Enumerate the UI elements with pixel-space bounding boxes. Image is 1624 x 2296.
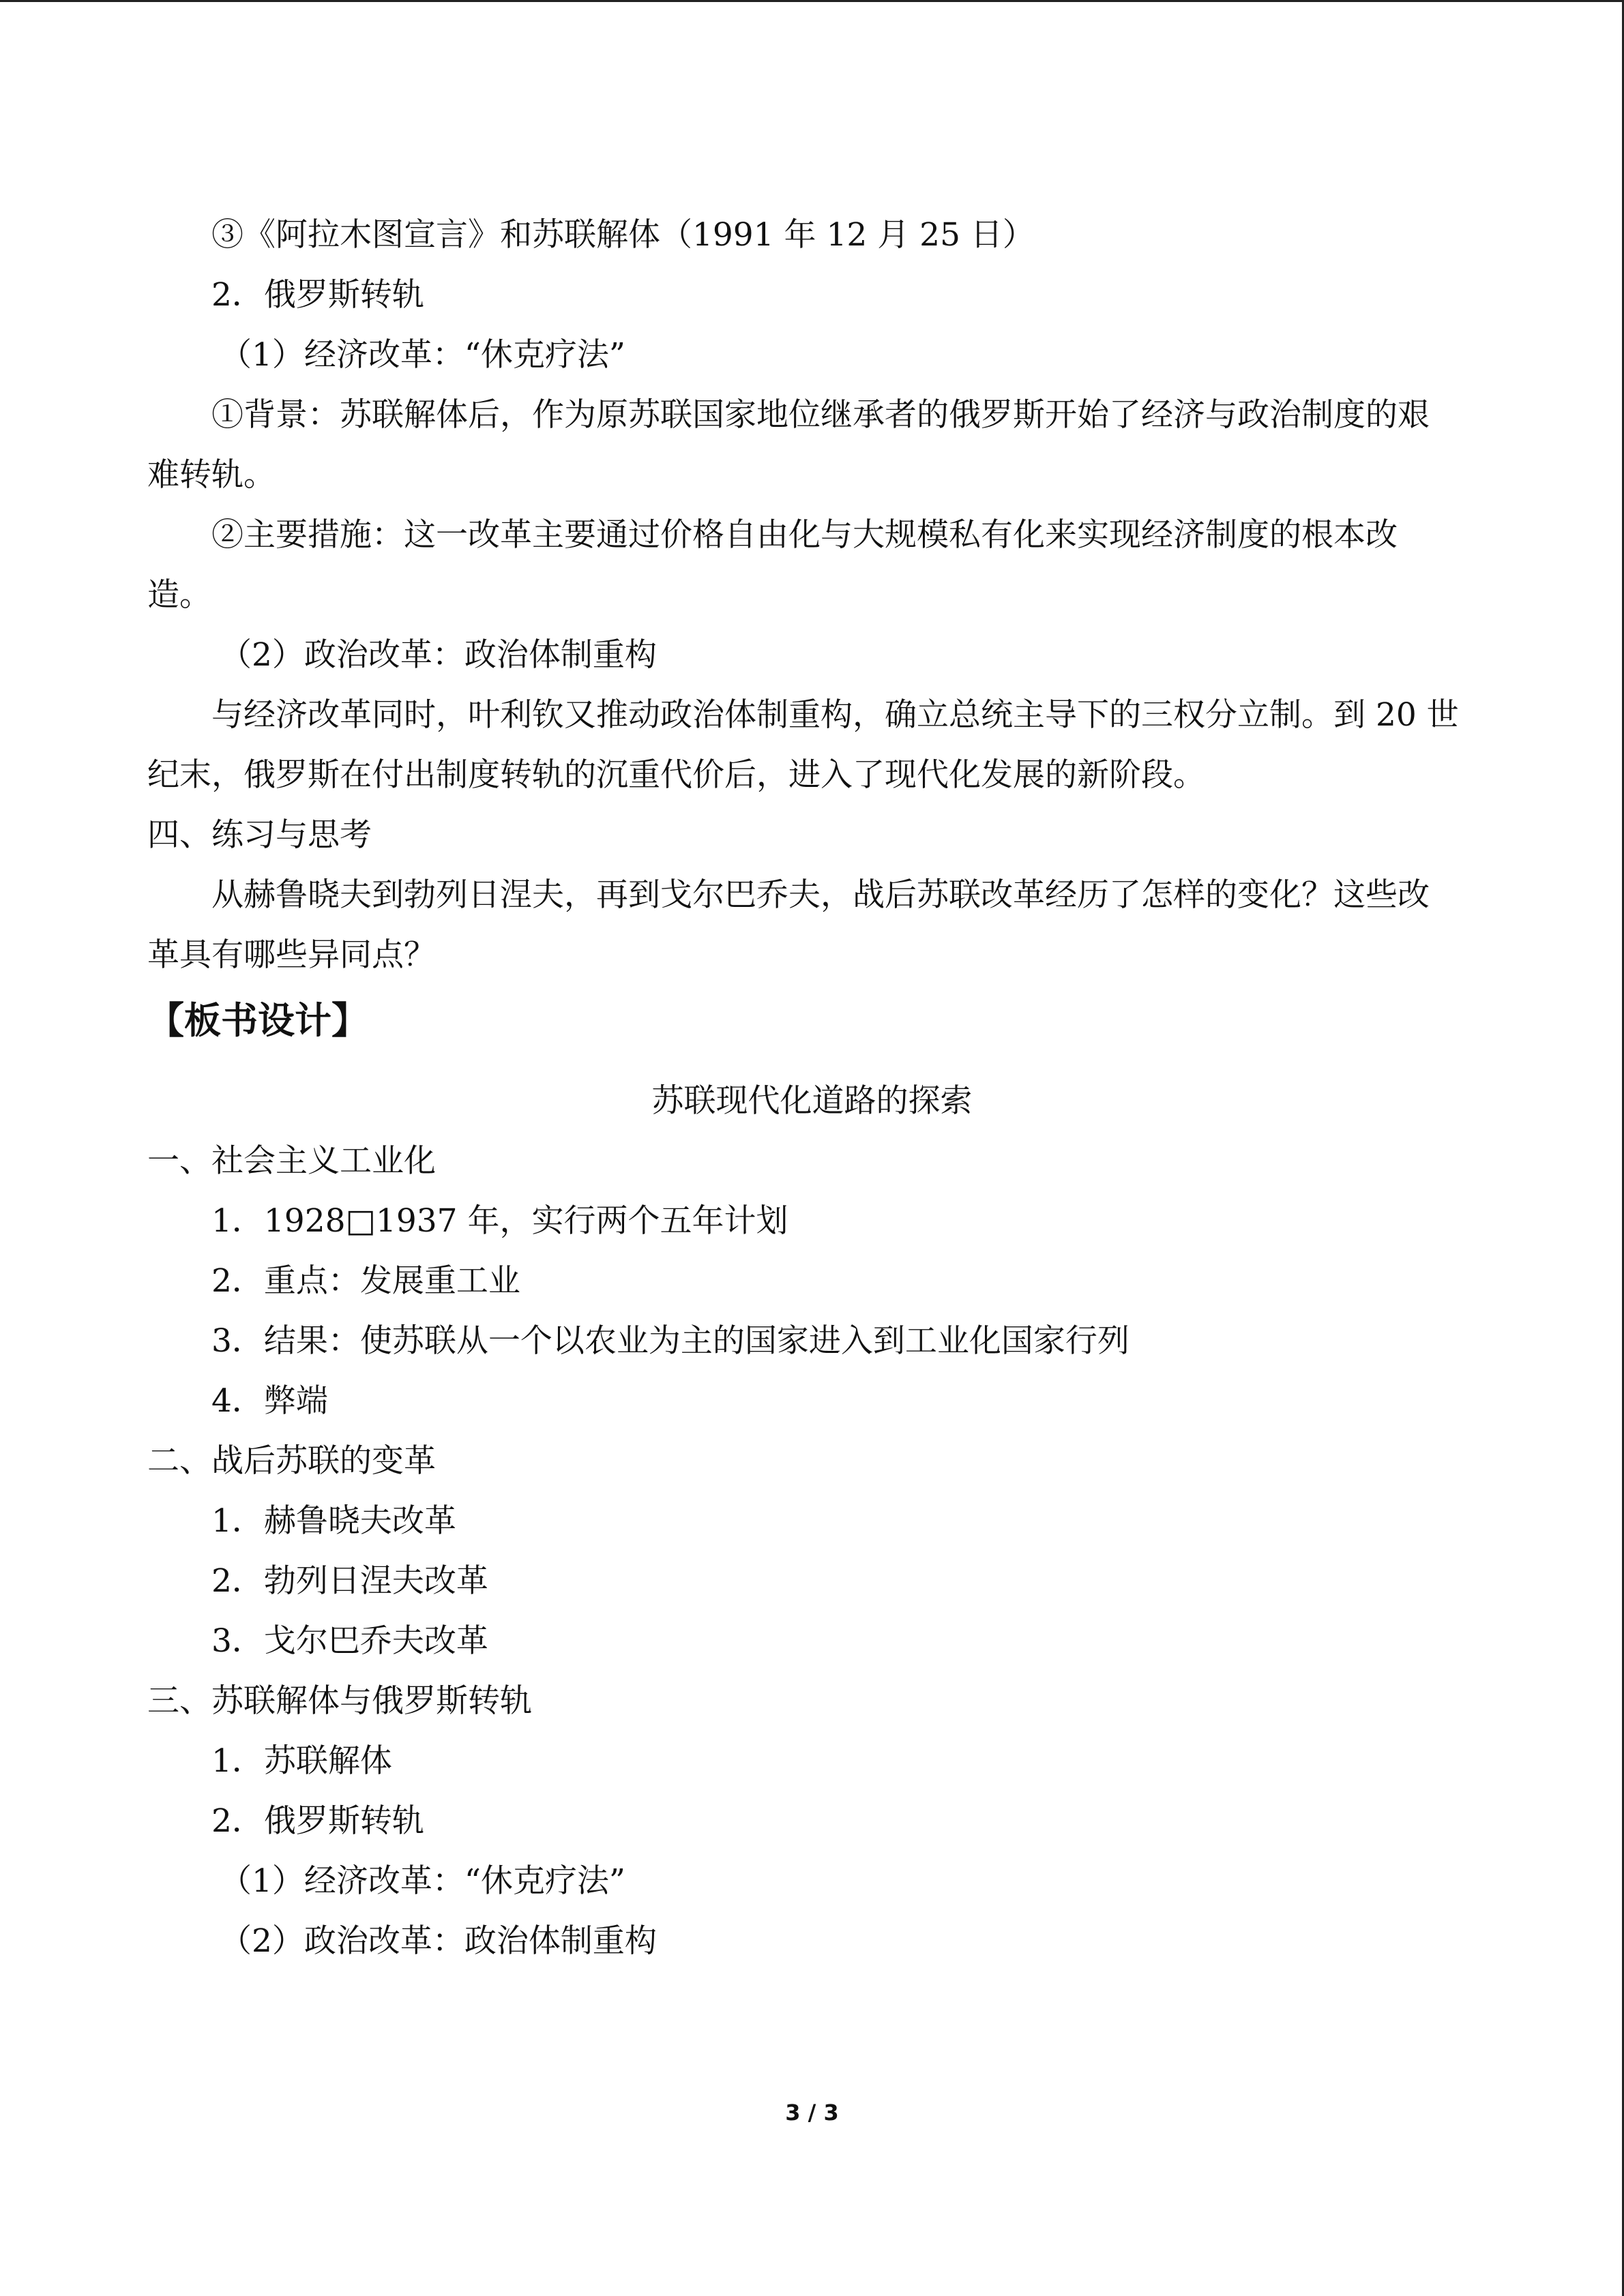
board-item-gorbachev: 3．戈尔巴乔夫改革	[211, 1622, 488, 1660]
body-line-question-cont: 革具有哪些异同点？	[147, 936, 436, 974]
board-item-brezhnev: 2．勃列日涅夫改革	[211, 1562, 488, 1600]
board-subitem-economic: （1）经济改革：“休克疗法”	[220, 1862, 625, 1900]
page-number: 3 / 3	[785, 2100, 839, 2126]
page-top-border	[0, 0, 1624, 2]
board-item-focus: 2．重点：发展重工业	[211, 1262, 520, 1300]
board-section-postwar: 二、战后苏联的变革	[147, 1442, 436, 1480]
body-line-main-measures-cont: 造。	[147, 576, 211, 614]
body-line-background: ①背景：苏联解体后，作为原苏联国家地位继承者的俄罗斯开始了经济与政治制度的艰	[211, 396, 1430, 434]
board-design-heading: 【板书设计】	[147, 999, 368, 1042]
board-item-drawbacks: 4．弊端	[211, 1382, 328, 1420]
body-line-question: 从赫鲁晓夫到勃列日涅夫，再到戈尔巴乔夫，战后苏联改革经历了怎样的变化？这些改	[211, 876, 1430, 914]
board-title: 苏联现代化道路的探索	[651, 1082, 973, 1120]
board-item-khrushchev: 1．赫鲁晓夫改革	[211, 1502, 456, 1540]
board-item-five-year-plans: 1．1928□1937 年，实行两个五年计划	[211, 1202, 788, 1240]
body-line-economic-reform: （1）经济改革：“休克疗法”	[220, 336, 625, 374]
board-item-result: 3．结果：使苏联从一个以农业为主的国家进入到工业化国家行列	[211, 1322, 1130, 1360]
body-line-russia-transition: 2．俄罗斯转轨	[211, 276, 424, 314]
body-line-political-reform: （2）政治改革：政治体制重构	[220, 636, 657, 674]
board-section-industrialization: 一、社会主义工业化	[147, 1142, 436, 1180]
body-line-alma-ata: ③《阿拉木图宣言》和苏联解体（1991 年 12 月 25 日）	[211, 216, 1035, 254]
board-subitem-political: （2）政治改革：政治体制重构	[220, 1922, 657, 1960]
board-item-ussr-dissolution: 1．苏联解体	[211, 1742, 392, 1780]
board-item-russia-transition: 2．俄罗斯转轨	[211, 1802, 424, 1840]
body-line-background-cont: 难转轨。	[147, 456, 276, 494]
body-line-main-measures: ②主要措施：这一改革主要通过价格自由化与大规模私有化来实现经济制度的根本改	[211, 516, 1398, 554]
board-section-dissolution: 三、苏联解体与俄罗斯转轨	[147, 1682, 532, 1720]
section-heading-exercise: 四、练习与思考	[147, 816, 372, 854]
body-line-yeltsin-cont: 纪末，俄罗斯在付出制度转轨的沉重代价后，进入了现代化发展的新阶段。	[147, 756, 1205, 794]
body-line-yeltsin: 与经济改革同时，叶利钦又推动政治体制重构，确立总统主导下的三权分立制。到 20 世	[211, 696, 1459, 734]
